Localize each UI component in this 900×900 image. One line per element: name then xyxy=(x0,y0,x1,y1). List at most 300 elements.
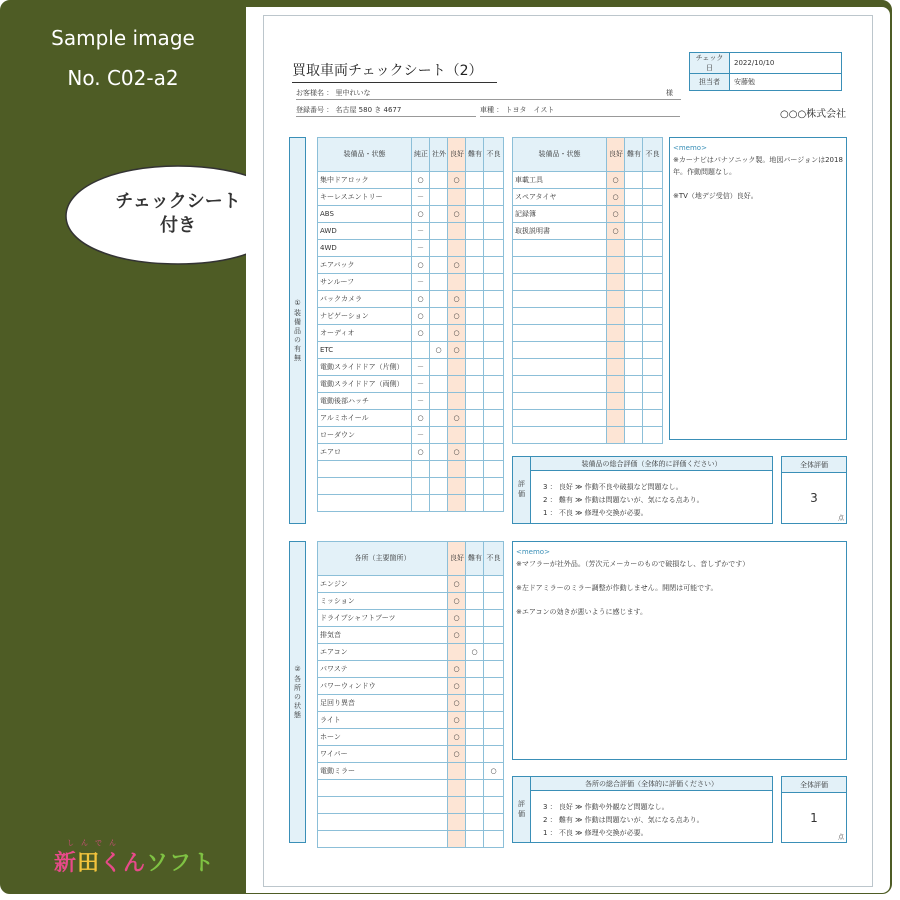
check-cell: ○ xyxy=(448,206,466,223)
item-name-cell: エアロ xyxy=(318,444,412,461)
check-cell xyxy=(448,359,466,376)
check-cell: ○ xyxy=(448,410,466,427)
item-name-cell: 車載工具 xyxy=(513,172,607,189)
check-cell xyxy=(607,274,625,291)
check-cell xyxy=(607,257,625,274)
check-cell xyxy=(607,291,625,308)
check-cell: － xyxy=(412,223,430,240)
check-cell xyxy=(643,410,663,427)
item-name-cell: 電動スライドドア（片側） xyxy=(318,359,412,376)
check-cell xyxy=(466,257,484,274)
table-row xyxy=(318,410,504,427)
check-cell xyxy=(607,240,625,257)
check-cell xyxy=(466,444,484,461)
check-cell: ○ xyxy=(412,308,430,325)
check-cell xyxy=(466,359,484,376)
check-info-table: チェック日 2022/10/10 担当者 安藤勉 xyxy=(689,52,842,91)
check-cell: － xyxy=(412,274,430,291)
check-cell xyxy=(484,376,504,393)
check-cell xyxy=(484,223,504,240)
check-cell xyxy=(643,291,663,308)
table-row xyxy=(318,495,504,512)
table-row xyxy=(513,359,663,376)
check-cell xyxy=(466,712,484,729)
check-cell xyxy=(643,189,663,206)
check-cell: ○ xyxy=(412,172,430,189)
check-cell xyxy=(484,644,504,661)
check-cell xyxy=(448,427,466,444)
equipment-evaluation: 装備品の総合評価（全体的に評価ください） 評価 3 ： 良好 ≫ 作動不良や破損など問題なし。 2 ： 難有 ≫ 作動は問題ないが、気になる点あり。 1 ： 不良 ≫ 修理や交換が必要。 xyxy=(512,456,773,524)
item-name-cell xyxy=(513,359,607,376)
check-cell xyxy=(466,661,484,678)
brand-logo: 新田くんソフト xyxy=(54,851,216,876)
check-cell xyxy=(466,410,484,427)
check-cell: ○ xyxy=(448,342,466,359)
check-cell xyxy=(484,308,504,325)
item-name-cell: ABS xyxy=(318,206,412,223)
condition-table: 各所（主要箇所） 良好 難有 不良 エンジン ○ ミッション ○ ドライブシャフトブーツ ○ 排気音 ○ エアコン ○ パワステ ○ パワーウィンドウ ○ 足回り異音 ○ ライト ○ ホーン ○ ワイパー ○ 電動ミラー ○ xyxy=(317,541,504,848)
check-cell xyxy=(466,831,484,848)
check-cell: ○ xyxy=(448,661,466,678)
check-cell xyxy=(484,291,504,308)
check-cell xyxy=(466,308,484,325)
check-date: 2022/10/10 xyxy=(730,53,842,74)
check-cell: ○ xyxy=(412,257,430,274)
table-row xyxy=(513,342,663,359)
check-cell xyxy=(466,240,484,257)
item-name-cell: ワイパー xyxy=(318,746,448,763)
check-cell xyxy=(643,325,663,342)
check-cell: ○ xyxy=(448,172,466,189)
item-name-cell: エンジン xyxy=(318,576,448,593)
check-cell xyxy=(484,780,504,797)
check-cell xyxy=(484,240,504,257)
check-cell xyxy=(430,274,448,291)
table-row xyxy=(318,359,504,376)
check-cell xyxy=(466,593,484,610)
check-cell xyxy=(466,576,484,593)
table-row xyxy=(318,325,504,342)
item-name-cell: パワーウィンドウ xyxy=(318,678,448,695)
check-cell xyxy=(625,257,643,274)
table-row xyxy=(513,274,663,291)
item-name-cell: ETC xyxy=(318,342,412,359)
item-name-cell: ホーン xyxy=(318,729,448,746)
check-cell: － xyxy=(412,393,430,410)
check-cell xyxy=(412,342,430,359)
table-row xyxy=(513,172,663,189)
section2-label: ②各所の状態 xyxy=(289,541,306,843)
table-row xyxy=(318,797,504,814)
table-row xyxy=(318,644,504,661)
check-cell xyxy=(484,410,504,427)
check-cell xyxy=(607,376,625,393)
item-name-cell xyxy=(318,478,412,495)
check-cell: ○ xyxy=(448,678,466,695)
check-cell xyxy=(607,342,625,359)
item-name-cell: ローダウン xyxy=(318,427,412,444)
check-cell xyxy=(430,410,448,427)
check-cell xyxy=(607,427,625,444)
check-cell xyxy=(466,495,484,512)
condition-memo: <memo> ※マフラーが社外品。（芳次元メーカーのもので破損なし、音しずかです） ※左ドアミラーのミラー調整が作動しません。開閉は可能です。 ※エアコンの効きが悪いように感じます。 xyxy=(512,541,847,760)
item-name-cell: ドライブシャフトブーツ xyxy=(318,610,448,627)
check-cell xyxy=(466,393,484,410)
document-title: 買取車両チェックシート（2） xyxy=(292,60,497,83)
check-cell xyxy=(466,291,484,308)
check-cell xyxy=(625,427,643,444)
item-name-cell xyxy=(318,780,448,797)
check-cell xyxy=(448,478,466,495)
check-cell xyxy=(484,729,504,746)
item-name-cell xyxy=(513,240,607,257)
check-cell xyxy=(466,695,484,712)
item-name-cell: パワステ xyxy=(318,661,448,678)
check-cell: ○ xyxy=(448,576,466,593)
table-row xyxy=(513,223,663,240)
item-name-cell xyxy=(513,308,607,325)
check-cell xyxy=(430,444,448,461)
check-cell xyxy=(466,172,484,189)
condition-total-value: 1 xyxy=(810,811,818,825)
sample-label: Sample image xyxy=(51,26,195,50)
table-row xyxy=(513,427,663,444)
check-cell: ○ xyxy=(448,308,466,325)
check-cell xyxy=(448,461,466,478)
table-row xyxy=(318,342,504,359)
check-cell: ○ xyxy=(448,729,466,746)
item-name-cell xyxy=(513,291,607,308)
check-cell xyxy=(430,206,448,223)
item-name-cell: 電動ミラー xyxy=(318,763,448,780)
check-cell: ○ xyxy=(484,763,504,780)
section1-label: ①装備品の有無 xyxy=(289,137,306,524)
check-cell xyxy=(448,763,466,780)
check-cell xyxy=(430,376,448,393)
item-name-cell: 電動後部ハッチ xyxy=(318,393,412,410)
check-cell: － xyxy=(412,240,430,257)
item-name-cell: スペアタイヤ xyxy=(513,189,607,206)
check-cell xyxy=(466,376,484,393)
equipment-total-score: 全体評価 3 点 xyxy=(781,456,847,524)
check-cell xyxy=(484,427,504,444)
check-cell: ○ xyxy=(607,206,625,223)
check-cell xyxy=(643,206,663,223)
item-name-cell: 電動スライドドア（両側） xyxy=(318,376,412,393)
check-cell xyxy=(607,393,625,410)
table-row xyxy=(318,610,504,627)
check-cell: ○ xyxy=(448,291,466,308)
check-cell xyxy=(625,223,643,240)
check-cell xyxy=(448,831,466,848)
table-row xyxy=(318,461,504,478)
check-cell: ○ xyxy=(412,325,430,342)
check-cell xyxy=(430,189,448,206)
check-cell xyxy=(484,797,504,814)
item-name-cell: 4WD xyxy=(318,240,412,257)
check-cell xyxy=(484,342,504,359)
check-cell xyxy=(430,223,448,240)
item-name-cell: AWD xyxy=(318,223,412,240)
check-cell xyxy=(643,376,663,393)
check-cell xyxy=(466,729,484,746)
check-cell: － xyxy=(412,189,430,206)
check-cell xyxy=(448,376,466,393)
check-cell xyxy=(484,172,504,189)
check-cell: ○ xyxy=(607,223,625,240)
check-cell xyxy=(625,325,643,342)
check-cell: ○ xyxy=(607,172,625,189)
check-cell xyxy=(430,495,448,512)
item-name-cell xyxy=(513,274,607,291)
check-cell xyxy=(448,223,466,240)
check-cell xyxy=(430,325,448,342)
check-cell xyxy=(448,644,466,661)
item-name-cell: ライト xyxy=(318,712,448,729)
check-cell xyxy=(643,393,663,410)
check-cell xyxy=(643,342,663,359)
item-name-cell: アルミホイール xyxy=(318,410,412,427)
check-cell xyxy=(484,627,504,644)
table-row xyxy=(318,661,504,678)
item-name-cell: 排気音 xyxy=(318,627,448,644)
check-cell xyxy=(466,780,484,797)
table-row xyxy=(318,593,504,610)
check-cell xyxy=(448,393,466,410)
check-cell xyxy=(484,189,504,206)
check-cell xyxy=(484,393,504,410)
table-row xyxy=(318,393,504,410)
check-cell xyxy=(448,189,466,206)
accessory-table: 装備品・状態 良好 難有 不良 車載工具 ○ スペアタイヤ ○ 記録簿 ○ 取扱説明書 ○ xyxy=(512,137,663,444)
table-row xyxy=(513,393,663,410)
check-cell: ○ xyxy=(430,342,448,359)
check-cell xyxy=(448,495,466,512)
table-row xyxy=(318,763,504,780)
item-name-cell xyxy=(513,393,607,410)
table-row xyxy=(318,780,504,797)
item-name-cell xyxy=(318,797,448,814)
equipment-memo: <memo> ※カーナビはパナソニック製。地図バージョンは2018年。作動問題なし。 ※TV（地デジ受信）良好。 xyxy=(669,137,847,440)
check-cell xyxy=(466,814,484,831)
check-cell xyxy=(466,461,484,478)
check-cell xyxy=(625,308,643,325)
table-row xyxy=(318,206,504,223)
table-row xyxy=(318,427,504,444)
check-cell xyxy=(430,461,448,478)
item-name-cell xyxy=(318,495,412,512)
check-cell xyxy=(448,274,466,291)
check-cell xyxy=(484,661,504,678)
check-cell xyxy=(484,274,504,291)
item-name-cell: エアコン xyxy=(318,644,448,661)
item-name-cell: バックカメラ xyxy=(318,291,412,308)
customer-field: お客様名 ： 里中れいな 様 xyxy=(296,88,681,100)
check-cell xyxy=(484,678,504,695)
table-row xyxy=(318,746,504,763)
table-row xyxy=(318,172,504,189)
item-name-cell: エアバック xyxy=(318,257,412,274)
check-cell xyxy=(466,763,484,780)
table-row xyxy=(513,291,663,308)
check-cell: ○ xyxy=(412,206,430,223)
item-name-cell xyxy=(513,342,607,359)
check-cell xyxy=(643,359,663,376)
table-row xyxy=(513,257,663,274)
check-cell xyxy=(484,444,504,461)
table-row xyxy=(513,376,663,393)
check-cell xyxy=(643,308,663,325)
table-row xyxy=(318,678,504,695)
brand-ruby: しんでん xyxy=(67,839,123,847)
check-cell xyxy=(430,393,448,410)
check-cell xyxy=(484,325,504,342)
check-cell xyxy=(430,427,448,444)
check-cell xyxy=(625,274,643,291)
check-cell xyxy=(466,427,484,444)
check-cell xyxy=(430,478,448,495)
check-cell xyxy=(466,342,484,359)
check-cell xyxy=(448,814,466,831)
check-cell xyxy=(607,325,625,342)
check-cell: － xyxy=(412,427,430,444)
check-cell xyxy=(412,495,430,512)
table-row xyxy=(513,206,663,223)
check-cell: ○ xyxy=(448,746,466,763)
item-name-cell xyxy=(513,427,607,444)
check-cell: ○ xyxy=(448,712,466,729)
check-cell: － xyxy=(412,376,430,393)
staff-name: 安藤勉 xyxy=(730,74,842,91)
check-cell xyxy=(625,342,643,359)
table-row xyxy=(318,729,504,746)
bubble-text: チェックシート 付き xyxy=(115,191,241,236)
check-cell xyxy=(484,359,504,376)
check-cell xyxy=(643,172,663,189)
check-cell xyxy=(625,206,643,223)
check-cell xyxy=(430,291,448,308)
table-row xyxy=(513,189,663,206)
company-name: ○○○株式会社 xyxy=(780,109,847,120)
equipment-total-value: 3 xyxy=(810,491,818,505)
check-cell xyxy=(484,712,504,729)
check-cell xyxy=(466,610,484,627)
table-row xyxy=(318,223,504,240)
check-cell: ○ xyxy=(448,257,466,274)
check-cell xyxy=(643,257,663,274)
table-row xyxy=(513,325,663,342)
check-cell xyxy=(625,240,643,257)
check-cell xyxy=(625,393,643,410)
check-cell xyxy=(484,495,504,512)
check-cell xyxy=(484,610,504,627)
check-cell xyxy=(484,593,504,610)
check-cell xyxy=(466,325,484,342)
check-cell xyxy=(430,257,448,274)
check-cell: ○ xyxy=(448,593,466,610)
table-row xyxy=(318,576,504,593)
table-row xyxy=(318,291,504,308)
check-cell xyxy=(466,627,484,644)
check-cell xyxy=(484,461,504,478)
check-cell xyxy=(643,240,663,257)
check-cell: － xyxy=(412,359,430,376)
item-name-cell xyxy=(513,376,607,393)
check-cell xyxy=(412,478,430,495)
check-cell xyxy=(412,461,430,478)
check-cell xyxy=(643,223,663,240)
check-cell: ○ xyxy=(412,291,430,308)
check-cell xyxy=(466,478,484,495)
table-row xyxy=(318,478,504,495)
sample-number: No. C02-a2 xyxy=(67,66,179,90)
check-cell xyxy=(625,359,643,376)
check-cell xyxy=(466,678,484,695)
check-cell xyxy=(484,478,504,495)
table-row xyxy=(513,308,663,325)
check-cell xyxy=(466,797,484,814)
check-cell xyxy=(625,291,643,308)
table-row xyxy=(318,274,504,291)
item-name-cell: 取扱説明書 xyxy=(513,223,607,240)
item-name-cell xyxy=(513,325,607,342)
check-cell xyxy=(625,172,643,189)
check-cell: ○ xyxy=(448,695,466,712)
check-cell xyxy=(448,240,466,257)
check-cell: ○ xyxy=(466,644,484,661)
item-name-cell xyxy=(513,410,607,427)
registration-field: 登録番号 ： 名古屋 580 き 4677 xyxy=(296,105,476,117)
check-cell: ○ xyxy=(448,325,466,342)
table-row xyxy=(318,257,504,274)
check-cell xyxy=(466,274,484,291)
check-cell xyxy=(484,814,504,831)
check-cell: ○ xyxy=(448,627,466,644)
check-cell xyxy=(484,257,504,274)
item-name-cell: ナビゲーション xyxy=(318,308,412,325)
table-row xyxy=(318,695,504,712)
table-row xyxy=(318,308,504,325)
table-row xyxy=(318,712,504,729)
check-cell xyxy=(607,308,625,325)
model-field: 車種 ： トヨタ イスト xyxy=(480,105,680,117)
table-row xyxy=(318,814,504,831)
check-cell xyxy=(484,831,504,848)
condition-total-score: 全体評価 1 点 xyxy=(781,776,847,843)
equipment-table: 装備品・状態 純正 社外 良好 難有 不良 集中ドアロック ○ ○ キーレスエントリー － ABS ○ ○ AWD － 4WD － エアバック ○ ○ サンルーフ － バックカメラ ○ ○ ナビゲーション ○ ○ オーディオ ○ ○ ETC ○ ○ 電動スライドドア（片側） － 電動スライドドア（両側） － 電動後部ハッチ － アルミホイール ○ ○ ローダウン － エアロ ○ ○ xyxy=(317,137,504,512)
check-cell xyxy=(484,746,504,763)
item-name-cell: 足回り異音 xyxy=(318,695,448,712)
check-cell xyxy=(607,359,625,376)
table-row xyxy=(318,444,504,461)
check-cell xyxy=(625,376,643,393)
check-cell: ○ xyxy=(412,444,430,461)
check-cell xyxy=(625,189,643,206)
table-row xyxy=(318,376,504,393)
condition-evaluation: 各所の総合評価（全体的に評価ください） 評価 3 ： 良好 ≫ 作動や外観など問題なし。 2 ： 難有 ≫ 作動は問題ないが、気になる点あり。 1 ： 不良 ≫ 修理や交換が必要。 xyxy=(512,776,773,843)
table-row xyxy=(318,831,504,848)
check-cell xyxy=(430,240,448,257)
item-name-cell xyxy=(513,257,607,274)
check-cell xyxy=(484,206,504,223)
item-name-cell: オーディオ xyxy=(318,325,412,342)
check-cell xyxy=(643,274,663,291)
check-cell xyxy=(484,695,504,712)
item-name-cell: ミッション xyxy=(318,593,448,610)
check-cell: ○ xyxy=(412,410,430,427)
check-cell xyxy=(466,223,484,240)
check-cell xyxy=(643,427,663,444)
